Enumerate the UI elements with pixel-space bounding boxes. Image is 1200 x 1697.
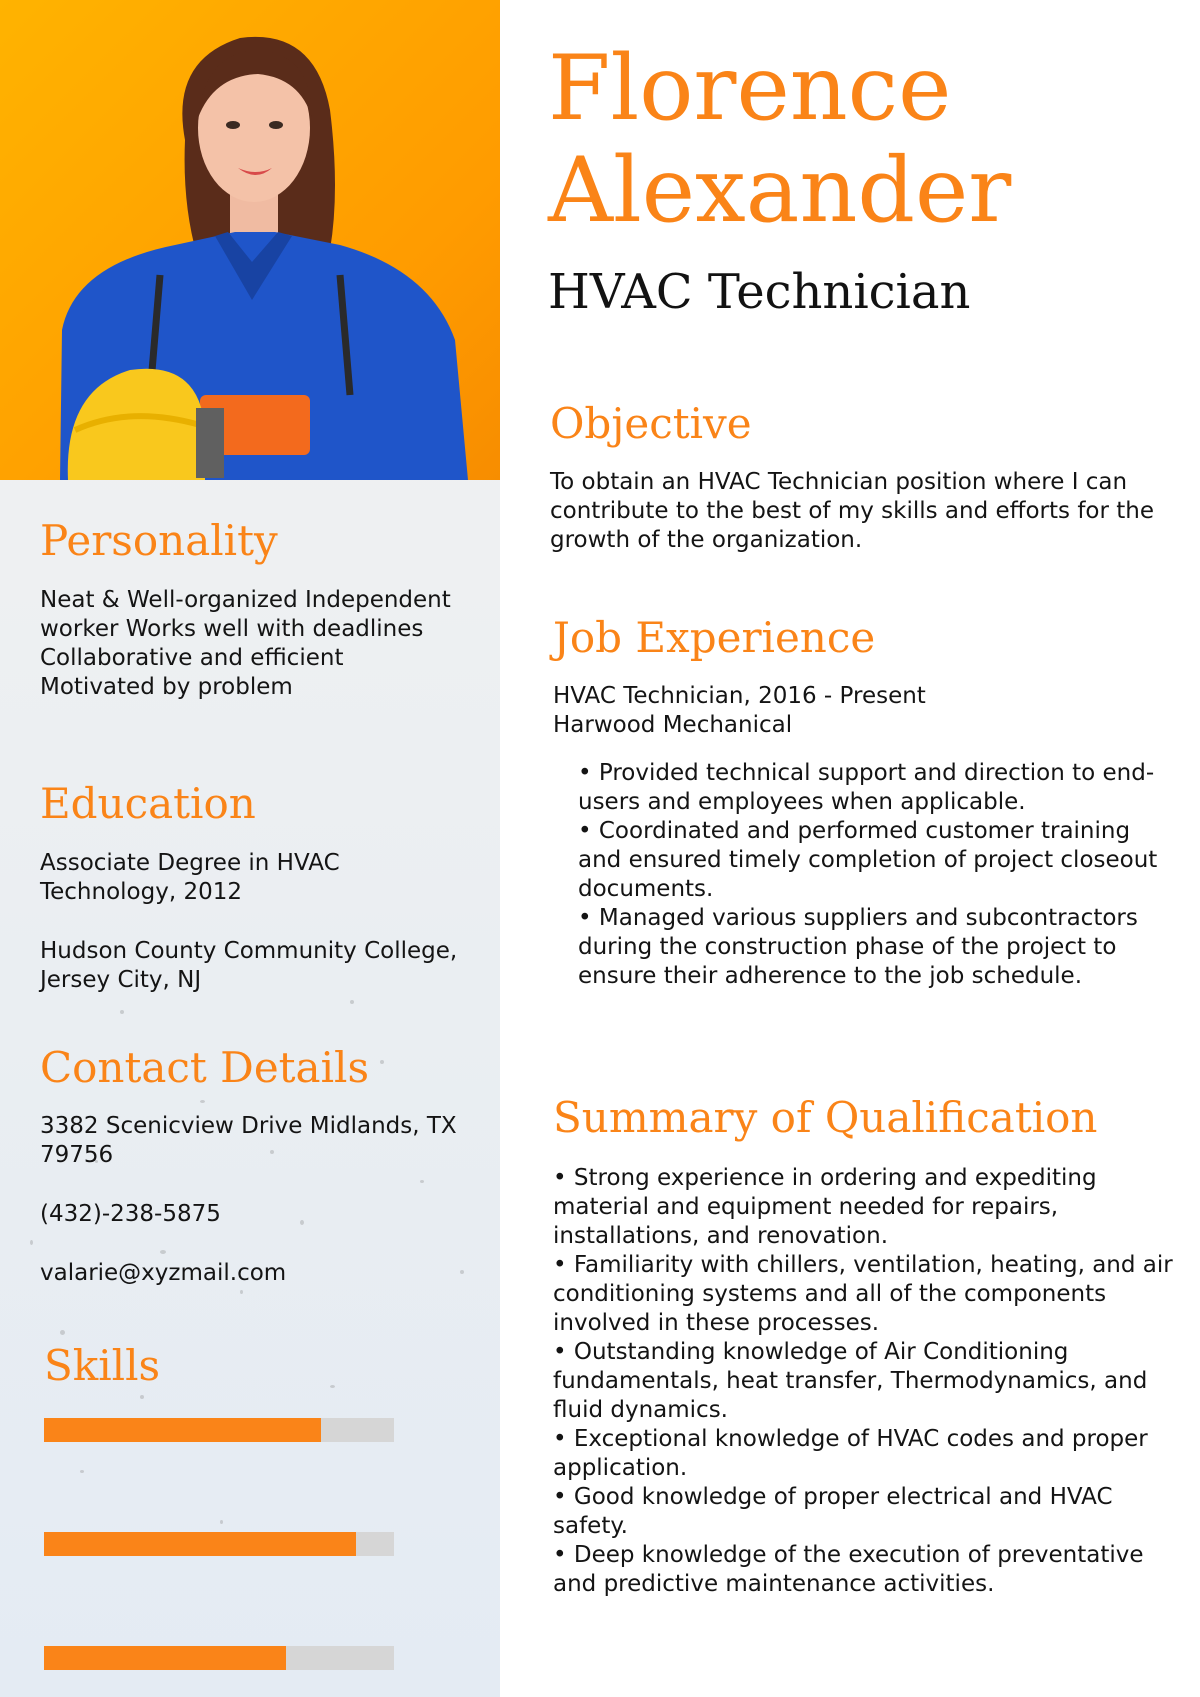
profile-photo bbox=[0, 0, 500, 480]
experience-list bbox=[578, 759, 1163, 991]
education-heading: Education bbox=[40, 779, 256, 828]
education-degree: Associate Degree in HVAC Technology, 2012 bbox=[40, 850, 340, 905]
objective-heading: Objective bbox=[550, 399, 752, 448]
qualification-bullet: • Good knowledge of proper electrical and HVAC safety. bbox=[553, 1484, 1113, 1539]
qualification-bullet: • Deep knowledge of the execution of preventative and predictive maintenance activities. bbox=[553, 1542, 1144, 1597]
personality-text: Neat & Well-organized Independent worker Works well with deadlines Collaborative and efficient Motivated by problem bbox=[40, 587, 451, 700]
experience-bullet: • Coordinated and performed customer training and ensured timely completion of project closeout documents. bbox=[578, 818, 1158, 902]
experience-role: HVAC Technician, 2016 - Present bbox=[553, 683, 926, 709]
contact-email: valarie@xyzmail.com bbox=[40, 1260, 287, 1286]
candidate-name bbox=[548, 38, 1188, 242]
experience-bullet: • Provided technical support and direction to end-users and employees when applicable. bbox=[578, 760, 1155, 815]
skill-bar-track bbox=[44, 1646, 394, 1670]
name-first: Florence bbox=[548, 36, 952, 141]
objective-text: To obtain an HVAC Technician position where I can contribute to the best of my skills and efforts for the growth of the organization. bbox=[550, 469, 1155, 553]
skills-heading: Skills bbox=[44, 1341, 161, 1390]
qualification-bullet: • Exceptional knowledge of HVAC codes and proper application. bbox=[553, 1426, 1148, 1481]
contact-phone: (432)-238-5875 bbox=[40, 1201, 221, 1227]
skill-bar-fill bbox=[44, 1532, 356, 1556]
experience-bullet: • Managed various suppliers and subcontractors during the construction phase of the project to ensure their adherence to the job schedule. bbox=[578, 905, 1138, 989]
qualification-bullet: • Familiarity with chillers, ventilation, heating, and air conditioning systems and all of the components involved in these processes. bbox=[553, 1252, 1173, 1336]
qualification-bullet: • Strong experience in ordering and expediting material and equipment needed for repairs, installations, and renovation. bbox=[553, 1165, 1097, 1249]
qualifications-heading: Summary of Qualification bbox=[553, 1093, 1098, 1142]
skill-bar-fill bbox=[44, 1418, 321, 1442]
experience-company: Harwood Mechanical bbox=[553, 712, 793, 738]
personality-heading: Personality bbox=[40, 516, 278, 565]
portrait-illustration bbox=[0, 0, 500, 480]
contact-address: 3382 Scenicview Drive Midlands, TX 79756 bbox=[40, 1113, 457, 1168]
skill-bar-track bbox=[44, 1532, 394, 1556]
experience-heading: Job Experience bbox=[553, 613, 876, 662]
skill-bar-fill bbox=[44, 1646, 286, 1670]
skill-bar-track bbox=[44, 1418, 394, 1442]
job-title: HVAC Technician bbox=[548, 264, 971, 320]
name-last: Alexander bbox=[548, 138, 1012, 243]
education-school: Hudson County Community College, Jersey City, NJ bbox=[40, 938, 458, 993]
qualifications-list bbox=[553, 1164, 1178, 1599]
contact-heading: Contact Details bbox=[40, 1043, 370, 1092]
qualification-bullet: • Outstanding knowledge of Air Conditioning fundamentals, heat transfer, Thermodynamics, and fluid dynamics. bbox=[553, 1339, 1148, 1423]
